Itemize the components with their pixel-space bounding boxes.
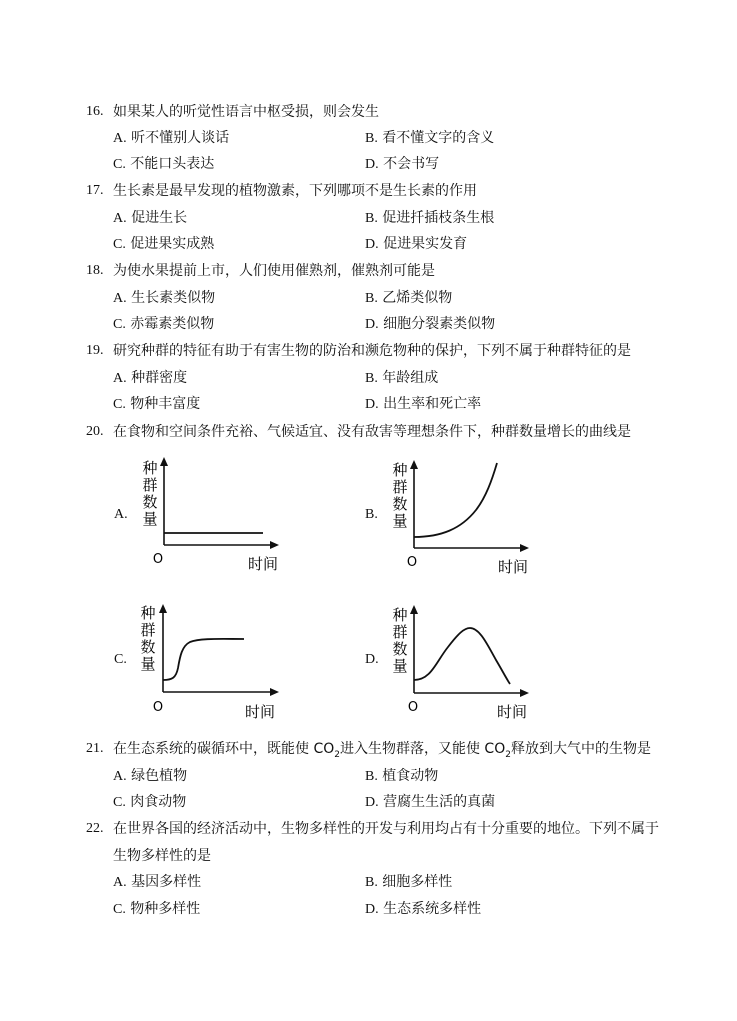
graph-b-y-label [392,461,407,530]
graph-a-letter: A. [114,507,128,522]
graph-c-x-arrow [270,688,279,696]
question-18-number: 18. [86,263,104,278]
question-22-stem-continued: 生物多样性的是 [113,848,211,864]
question-22-option-c: C. 物种多样性 [113,901,201,917]
question-21-number: 21. [86,741,104,756]
question-17-option-d: D. 促进果实发育 [365,236,468,252]
graph-d-y-arrow [410,605,418,614]
graph-a [136,455,296,580]
svg-text:种: 种 [142,459,158,477]
graph-b [386,455,546,580]
question-22-option-d: D. 生态系统多样性 [365,901,482,917]
question-21-option-a: A. 绿色植物 [113,768,188,784]
question-21-option-c: C. 肉食动物 [113,794,187,810]
question-21-option-d: D. 营腐生生活的真菌 [365,794,496,810]
svg-text:量: 量 [392,657,408,675]
graph-d-y-label [392,606,407,675]
svg-text:种: 种 [140,604,156,622]
graph-d-x-label: 时间 [496,703,528,721]
svg-text:数: 数 [140,638,156,656]
question-19-stem: 研究种群的特征有助于有害生物的防治和濒危物种的保护，下列不属于种群特征的是 [113,343,631,359]
question-18-option-d: D. 细胞分裂素类似物 [365,316,496,332]
graph-c [136,600,296,725]
question-19-number: 19. [86,343,104,358]
graph-c-letter: C. [114,652,127,667]
svg-text:种: 种 [392,606,408,624]
question-20-number: 20. [86,424,104,439]
question-16-option-a: A. 听不懂别人谈话 [113,130,230,146]
svg-text:群: 群 [140,621,156,639]
question-18-stem: 为使水果提前上市，人们使用催熟剂，催熟剂可能是 [113,263,435,279]
question-18-option-c: C. 赤霉素类似物 [113,316,215,332]
graph-b-letter: B. [365,507,378,522]
graph-b-curve [414,463,497,537]
question-16-option-c: C. 不能口头表达 [113,156,215,172]
question-19-option-a: A. 种群密度 [113,370,188,386]
question-21-option-b: B. 植食动物 [365,768,439,784]
question-17-option-b: B. 促进扦插枝条生根 [365,210,495,226]
graph-d-letter: D. [365,652,379,667]
graph-a-y-arrow [160,457,168,466]
graph-a-y-label [142,459,157,528]
graph-d-curve [414,628,510,684]
question-21-stem: 在生态系统的碳循环中，既能使 $CO_2$进入生物群落，又能使 $CO_2$释放到大气中的生物是 [113,741,651,760]
graph-c-curve [163,639,244,680]
svg-text:群: 群 [142,476,158,494]
question-19-option-c: C. 物种丰富度 [113,396,201,412]
graph-c-y-label [140,604,155,673]
svg-text:数: 数 [142,493,158,511]
svg-text:量: 量 [142,510,158,528]
graph-b-x-arrow [520,544,529,552]
graph-b-x-label: 时间 [497,558,529,576]
question-22-option-b: B. 细胞多样性 [365,874,453,890]
question-16-number: 16. [86,104,104,119]
question-16-option-b: B. 看不懂文字的含义 [365,130,495,146]
question-19-option-d: D. 出生率和死亡率 [365,396,482,412]
svg-text:群: 群 [392,478,408,496]
graph-b-y-arrow [410,460,418,469]
graph-d [386,600,546,725]
question-20-stem: 在食物和空间条件充裕、气候适宜、没有敌害等理想条件下，种群数量增长的曲线是 [113,424,631,440]
question-18-option-a: A. 生长素类似物 [113,290,216,306]
question-22-stem: 在世界各国的经济活动中，生物多样性的开发与利用均占有十分重要的地位。下列不属于 [113,821,659,837]
svg-text:数: 数 [392,495,408,513]
question-17-option-c: C. 促进果实成熟 [113,236,215,252]
question-16-option-d: D. 不会书写 [365,156,440,172]
graph-d-origin: O [407,700,419,715]
graph-a-x-arrow [270,541,279,549]
question-17-number: 17. [86,183,104,198]
question-17-option-a: A. 促进生长 [113,210,188,226]
question-17-stem: 生长素是最早发现的植物激素，下列哪项不是生长素的作用 [113,183,477,199]
graph-a-x-label: 时间 [247,555,279,573]
question-19-option-b: B. 年龄组成 [365,370,439,386]
svg-text:群: 群 [392,623,408,641]
graph-c-x-label: 时间 [244,703,276,721]
question-22-option-a: A. 基因多样性 [113,874,202,890]
graph-c-origin: O [152,700,164,715]
graph-a-origin: O [152,552,164,567]
graph-c-y-arrow [159,604,167,613]
graph-b-origin: O [406,555,418,570]
svg-text:量: 量 [140,655,156,673]
question-16-stem: 如果某人的听觉性语言中枢受损，则会发生 [113,104,379,120]
graph-d-x-arrow [520,689,529,697]
svg-text:数: 数 [392,640,408,658]
question-18-option-b: B. 乙烯类似物 [365,290,453,306]
svg-text:量: 量 [392,512,408,530]
question-22-number: 22. [86,821,104,836]
svg-text:种: 种 [392,461,408,479]
